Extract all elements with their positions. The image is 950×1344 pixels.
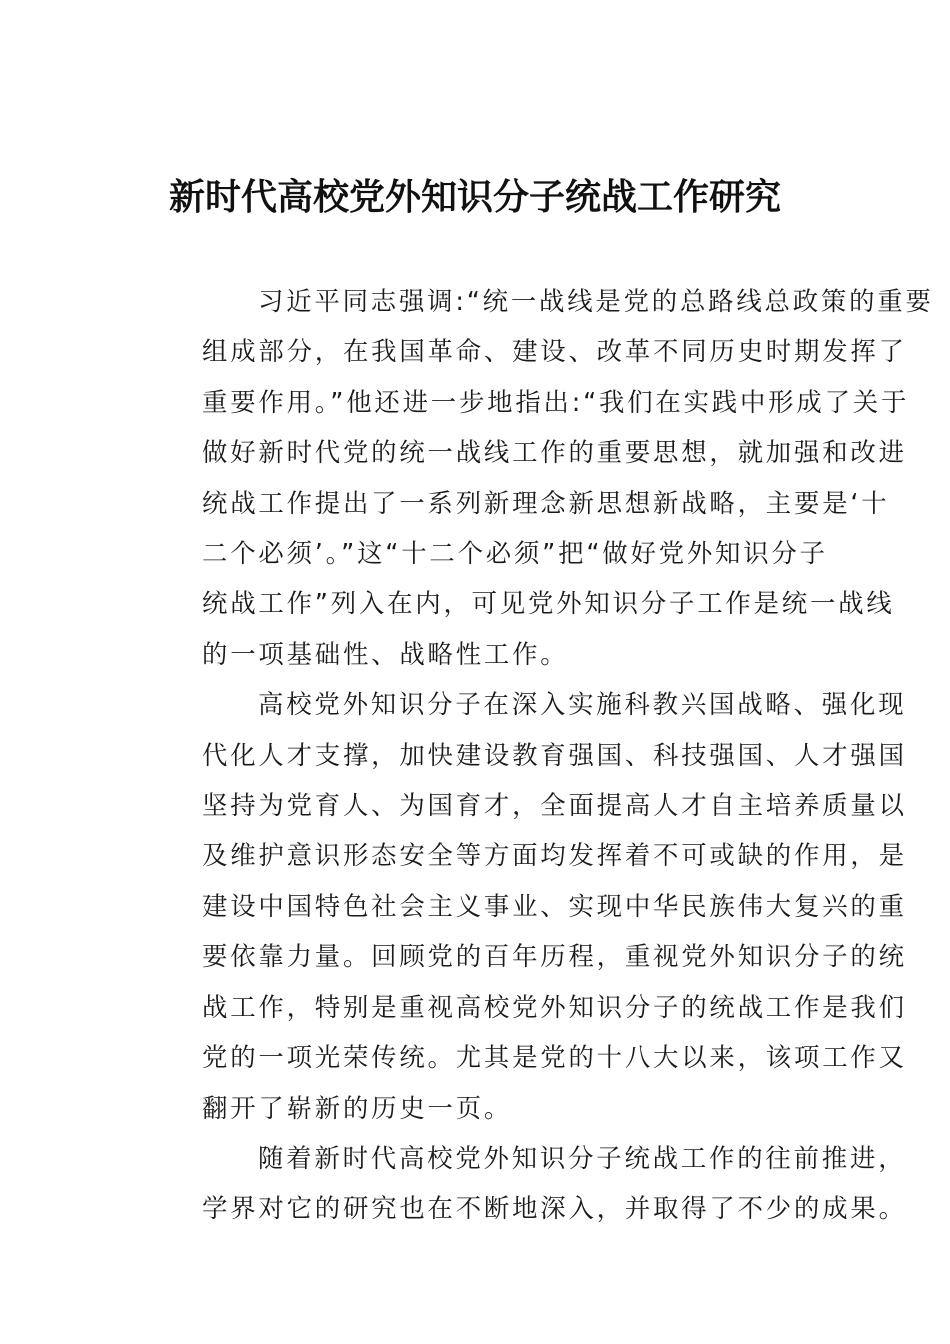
- document-title: 新时代高校党外知识分子统战工作研究: [168, 176, 781, 218]
- paragraph-1: [146, 276, 934, 679]
- paragraph-line: 坚持为党育人、为国育才，全面提高人才自主培养质量以: [202, 790, 907, 821]
- paragraph-line: 翻开了崭新的历史一页。: [202, 1092, 513, 1123]
- paragraph-line: 学界对它的研究也在不断地深入，并取得了不少的成果。: [202, 1193, 907, 1224]
- paragraph-line: 要依靠力量。回顾党的百年历程，重视党外知识分子的统: [202, 941, 907, 972]
- paragraph-line: 高校党外知识分子在深入实施科教兴国战略、强化现: [258, 689, 907, 720]
- paragraph-line: 统战工作”列入在内，可见党外知识分子工作是统一战线: [202, 588, 895, 619]
- paragraph-line: 党的一项光荣传统。尤其是党的十八大以来，该项工作又: [202, 1042, 907, 1073]
- paragraph-2: [146, 679, 907, 1133]
- document-body: [146, 276, 934, 1234]
- paragraph-line: 建设中国特色社会主义事业、实现中华民族伟大复兴的重: [202, 890, 907, 921]
- paragraph-line: 重要作用。”他还进一步地指出:“我们在实践中形成了关于: [202, 386, 910, 417]
- paragraph-3: [146, 1133, 907, 1234]
- paragraph-line: 统战工作提出了一系列新理念新思想新战略，主要是‘十: [202, 487, 890, 518]
- paragraph-line: 二个必须’。”这“十二个必须”把“做好党外知识分子: [202, 538, 828, 569]
- paragraph-line: 代化人才支撑，加快建设教育强国、科技强国、人才强国: [202, 739, 907, 770]
- paragraph-line: 战工作，特别是重视高校党外知识分子的统战工作是我们: [202, 991, 907, 1022]
- paragraph-line: 随着新时代高校党外知识分子统战工作的往前推进，: [258, 1142, 907, 1173]
- paragraph-line: 及维护意识形态安全等方面均发挥着不可或缺的作用，是: [202, 840, 907, 871]
- paragraph-line: 组成部分，在我国革命、建设、改革不同历史时期发挥了: [202, 336, 907, 367]
- paragraph-line: 习近平同志强调:“统一战线是党的总路线总政策的重要: [258, 286, 934, 316]
- paragraph-line: 做好新时代党的统一战线工作的重要思想，就加强和改进: [202, 437, 907, 468]
- paragraph-line: 的一项基础性、战略性工作。: [202, 638, 569, 669]
